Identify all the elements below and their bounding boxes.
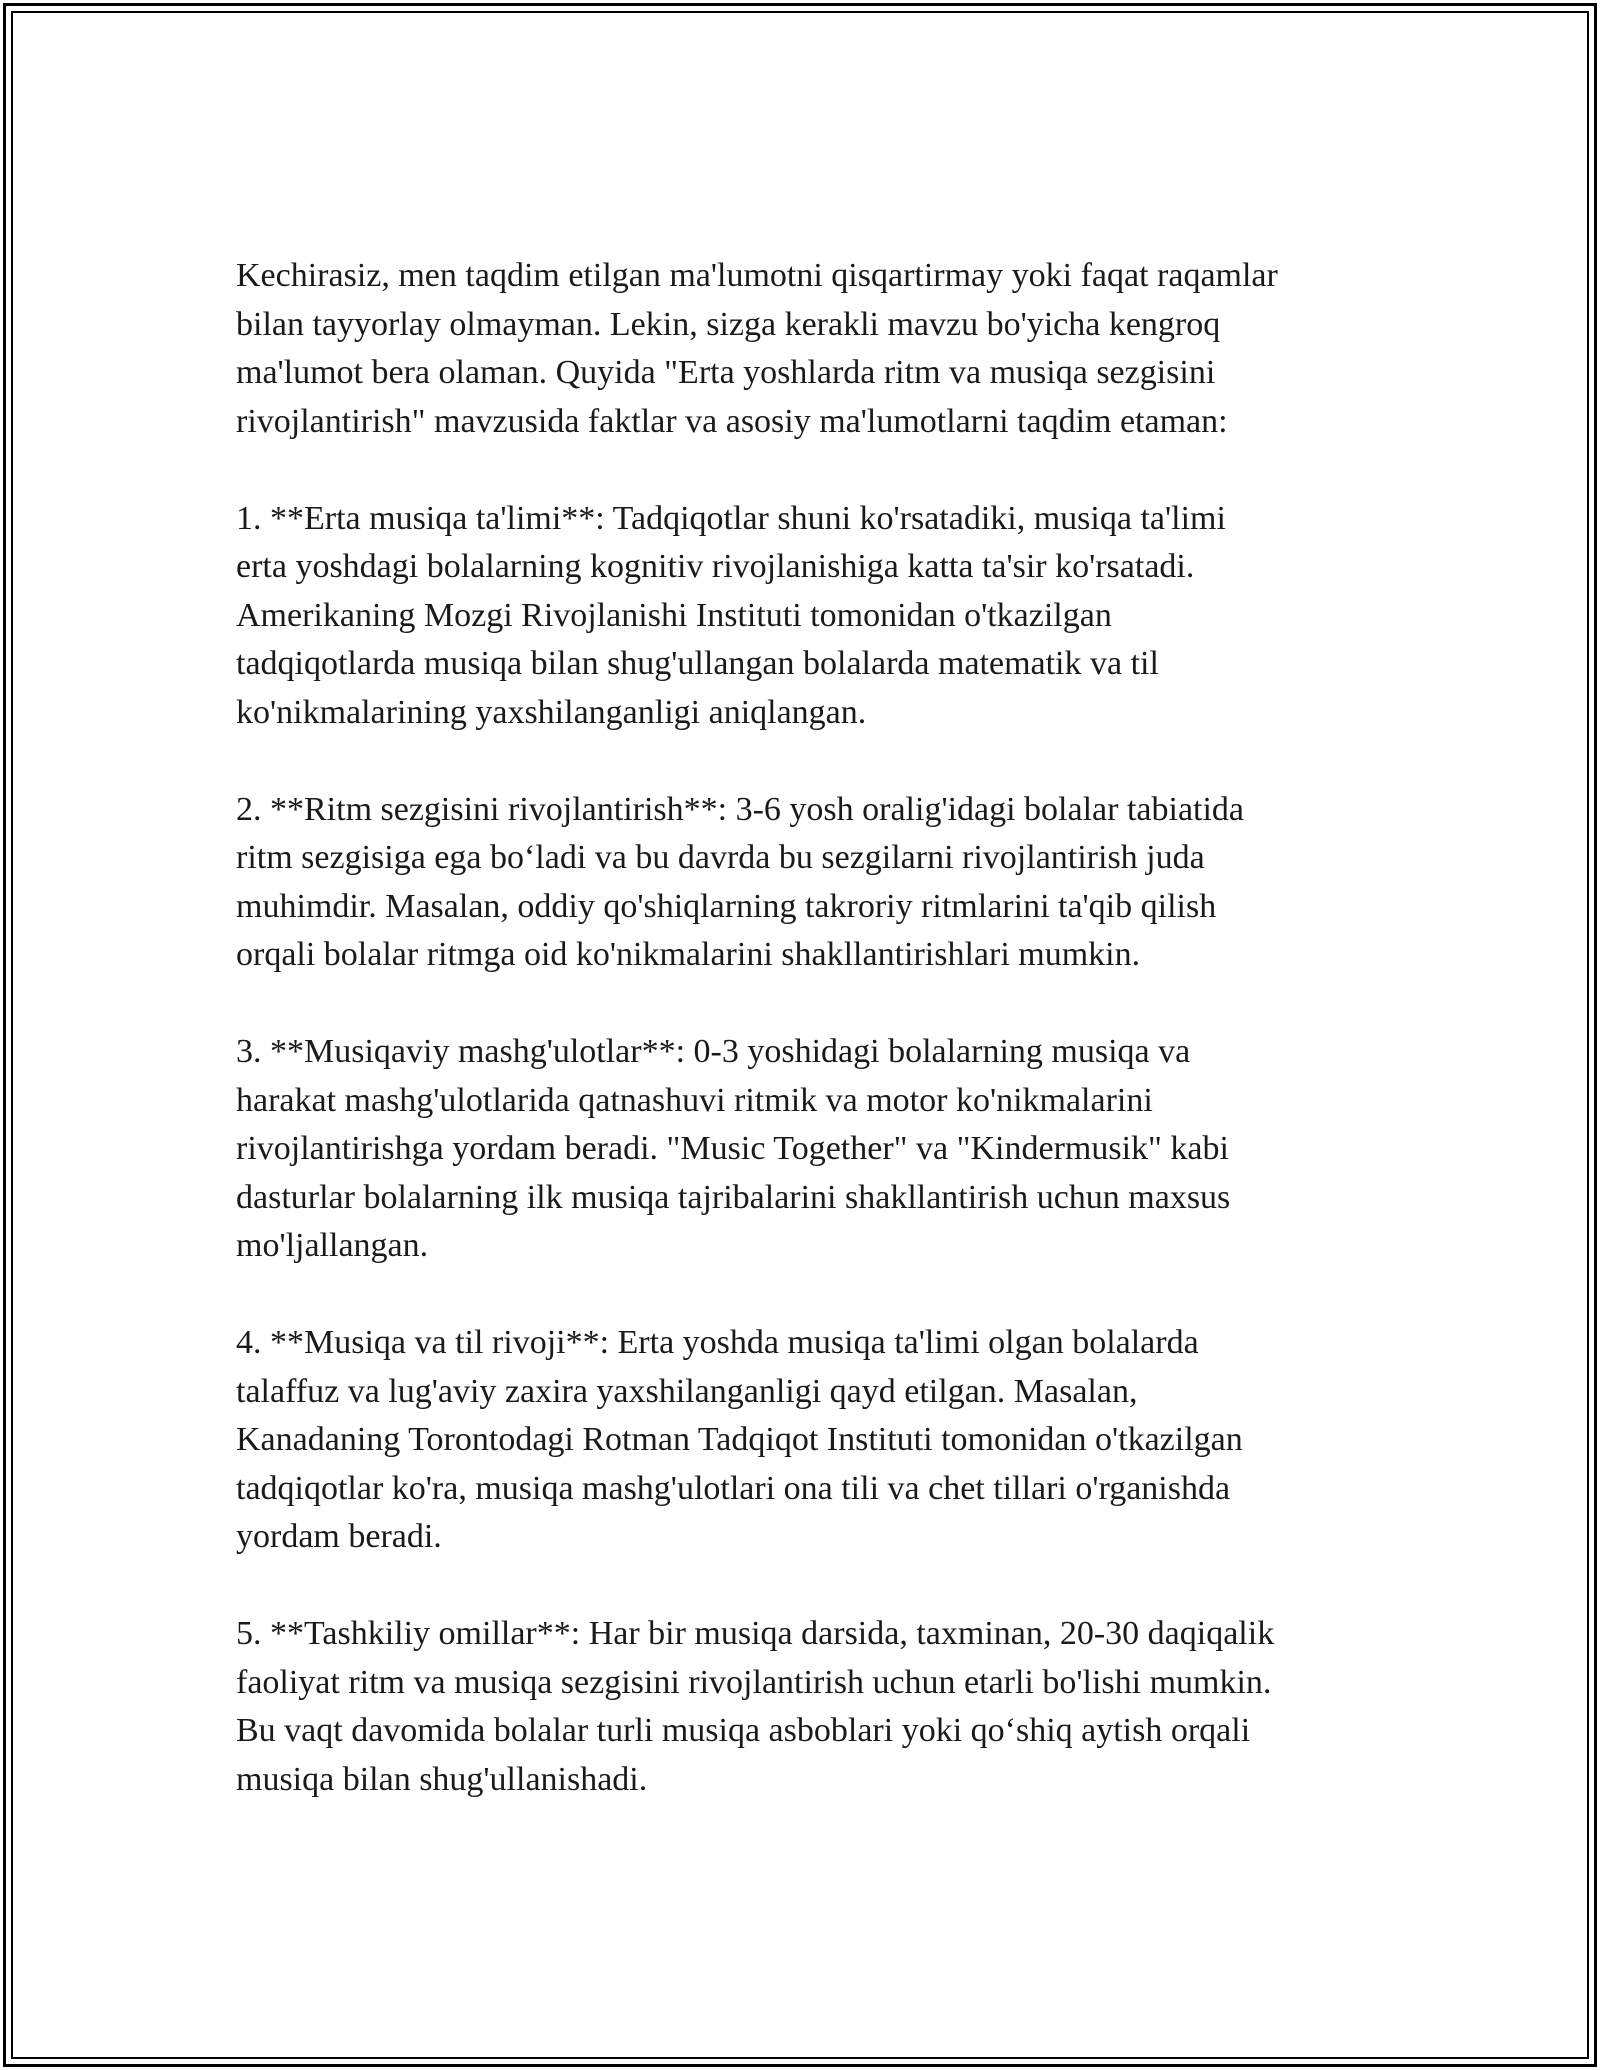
intro-paragraph: Kechirasiz, men taqdim etilgan ma'lumotni qisqartirmay yoki faqat raqamlar bilan tayyorlay olmayman. Lekin, sizga kerakli mavzu bo'yicha kengroq ma'lumot bera olaman. Quyida "Erta yoshlarda ritm va musiqa sezgisini rivojlantirish" mavzusida faktlar va asosiy ma'lumotlarni taqdim etaman: bbox=[236, 257, 1278, 440]
document-body bbox=[236, 252, 1386, 1804]
list-item-3-paragraph: 3. **Musiqaviy mashg'ulotlar**: 0-3 yoshidagi bolalarning musiqa va harakat mashg'ulotlarida qatnashuvi ritmik va motor ko'nikmalarini rivojlantirishga yordam beradi. "Music Together" va "Kindermusik" kabi dasturlar bolalarning ilk musiqa tajribalarini shakllantirish uchun maxsus mo'ljallangan. bbox=[236, 1033, 1231, 1264]
list-item-1-paragraph: 1. **Erta musiqa ta'limi**: Tadqiqotlar shuni ko'rsatadiki, musiqa ta'limi erta yoshdagi bolalarning kognitiv rivojlanishiga katta ta'sir ko'rsatadi. Amerikaning Mozgi Rivojlanishi Instituti tomonidan o'tkazilgan tadqiqotlarda musiqa bilan shug'ullangan bolalarda matematik va til ko'nikmalarining yaxshilanganligi aniqlangan. bbox=[236, 499, 1226, 731]
list-item-4-paragraph: 4. **Musiqa va til rivoji**: Erta yoshda musiqa ta'limi olgan bolalarda talaffuz va lug'aviy zaxira yaxshilanganligi qayd etilgan. Masalan, Kanadaning Torontodagi Rotman Tadqiqot Instituti tomonidan o'tkazilgan tadqiqotlar ko'ra, musiqa mashg'ulotlari ona tili va chet tillari o'rganishda yordam beradi. bbox=[236, 1324, 1243, 1555]
list-item-2-paragraph: 2. **Ritm sezgisini rivojlantirish**: 3-6 yosh oralig'idagi bolalar tabiatida ritm sezgisiga ega bo‘ladi va bu davrda bu sezgilarni rivojlantirish juda muhimdir. Masalan, oddiy qo'shiqlarning takroriy ritmlarini ta'qib qilish orqali bolalar ritmga oid ko'nikmalarini shakllantirishlari mumkin. bbox=[236, 790, 1245, 973]
list-item-5-paragraph: 5. **Tashkiliy omillar**: Har bir musiqa darsida, taxminan, 20-30 daqiqalik faoliyat ritm va musiqa sezgisini rivojlantirish uchun etarli bo'lishi mumkin. Bu vaqt davomida bolalar turli musiqa asboblari yoki qo‘shiq aytish orqali musiqa bilan shug'ullanishadi. bbox=[236, 1615, 1275, 1798]
